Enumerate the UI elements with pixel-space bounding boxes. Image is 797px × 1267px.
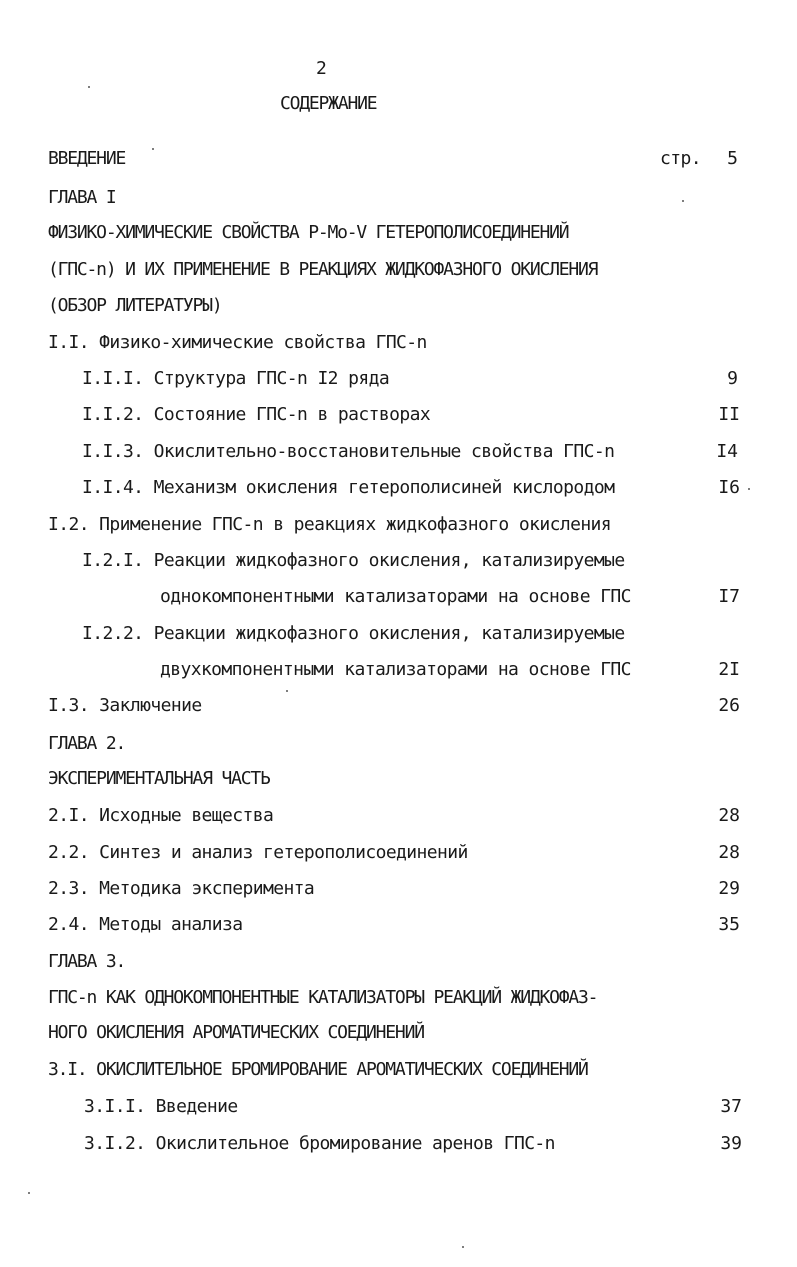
toc-page-number: 5 xyxy=(727,148,738,169)
toc-page-number: 9 xyxy=(727,368,738,389)
toc-page-number: 2I xyxy=(718,659,740,680)
toc-entry-3-1-2: 3.I.2. Окислительное бромирование аренов ГПС-n xyxy=(84,1133,555,1154)
toc-page-number: 29 xyxy=(718,878,740,899)
toc-entry-2-4: 2.4. Методы анализа xyxy=(48,914,243,935)
toc-page-number: 37 xyxy=(720,1096,742,1117)
toc-page-number: 28 xyxy=(718,842,740,863)
page-number: 2 xyxy=(316,58,327,79)
chapter-2-title: ЭКСПЕРИМЕНТАЛЬНАЯ ЧАСТЬ xyxy=(48,768,270,789)
toc-page-number: 28 xyxy=(718,805,740,826)
scan-speck xyxy=(748,488,750,490)
toc-entry-2-1: 2.I. Исходные вещества xyxy=(48,805,274,826)
toc-entry-3-1-1: 3.I.I. Введение xyxy=(84,1096,238,1117)
chapter-1-title-line-3: (ОБЗОР ЛИТЕРАТУРЫ) xyxy=(48,295,222,316)
toc-entry-1-2-1-cont: однокомпонентными катализаторами на основе ГПС xyxy=(160,586,631,607)
toc-entry-1-1-1: I.I.I. Структура ГПС-n I2 ряда xyxy=(82,368,390,389)
scan-speck xyxy=(28,1192,30,1194)
toc-page-number: I7 xyxy=(718,586,740,607)
toc-page-prefix: стр. xyxy=(660,148,701,169)
toc-entry-1-2: I.2. Применение ГПС-n в реакциях жидкофазного окисления xyxy=(48,514,612,535)
toc-entry-1-1-2: I.I.2. Состояние ГПС-n в растворах xyxy=(82,404,431,425)
toc-page-number: 26 xyxy=(718,695,740,716)
toc-entry-1-1: I.I. Физико-химические свойства ГПС-n xyxy=(48,332,427,353)
toc-entry-3-1: 3.I. ОКИСЛИТЕЛЬНОЕ БРОМИРОВАНИЕ АРОМАТИЧЕСКИХ СОЕДИНЕНИЙ xyxy=(48,1059,588,1080)
chapter-3-title-line-1: ГПС-n КАК ОДНОКОМПОНЕНТНЫЕ КАТАЛИЗАТОРЫ РЕАКЦИЙ ЖИДКОФАЗ- xyxy=(48,987,598,1008)
toc-page-number: I4 xyxy=(716,441,738,462)
toc-page-number: I6 xyxy=(718,477,740,498)
toc-entry-intro: ВВЕДЕНИЕ xyxy=(48,148,126,169)
chapter-1-title-line-2: (ГПС-n) И ИХ ПРИМЕНЕНИЕ В РЕАКЦИЯХ ЖИДКОФАЗНОГО ОКИСЛЕНИЯ xyxy=(48,259,598,280)
scan-speck xyxy=(682,200,684,202)
toc-page-number: 39 xyxy=(720,1133,742,1154)
toc-entry-2-3: 2.3. Методика эксперимента xyxy=(48,878,315,899)
chapter-3-label: ГЛАВА 3. xyxy=(48,951,126,972)
chapter-1-label: ГЛАВА I xyxy=(48,187,116,208)
page-title: СОДЕРЖАНИЕ xyxy=(280,93,377,114)
chapter-1-title-line-1: ФИЗИКО-ХИМИЧЕСКИЕ СВОЙСТВА P-Mo-V ГЕТЕРОПОЛИСОЕДИНЕНИЙ xyxy=(48,222,569,243)
toc-page-number: 35 xyxy=(718,914,740,935)
chapter-3-title-line-2: НОГО ОКИСЛЕНИЯ АРОМАТИЧЕСКИХ СОЕДИНЕНИЙ xyxy=(48,1022,424,1043)
toc-entry-1-1-3: I.I.3. Окислительно-восстановительные свойства ГПС-n xyxy=(82,441,615,462)
toc-entry-1-2-2-cont: двухкомпонентными катализаторами на основе ГПС xyxy=(160,659,631,680)
toc-entry-1-2-1: I.2.I. Реакции жидкофазного окисления, катализируемые xyxy=(82,550,625,571)
toc-entry-2-2: 2.2. Синтез и анализ гетерополисоединений xyxy=(48,842,468,863)
toc-entry-1-2-2: I.2.2. Реакции жидкофазного окисления, катализируемые xyxy=(82,623,625,644)
toc-entry-1-1-4: I.I.4. Механизм окисления гетерополисиней кислородом xyxy=(82,477,615,498)
scan-speck xyxy=(462,1246,464,1248)
chapter-2-label: ГЛАВА 2. xyxy=(48,733,126,754)
scan-speck xyxy=(152,148,154,150)
scan-speck xyxy=(286,690,288,692)
toc-page-number: II xyxy=(718,404,740,425)
scan-speck xyxy=(88,86,90,88)
toc-entry-1-3: I.3. Заключение xyxy=(48,695,202,716)
